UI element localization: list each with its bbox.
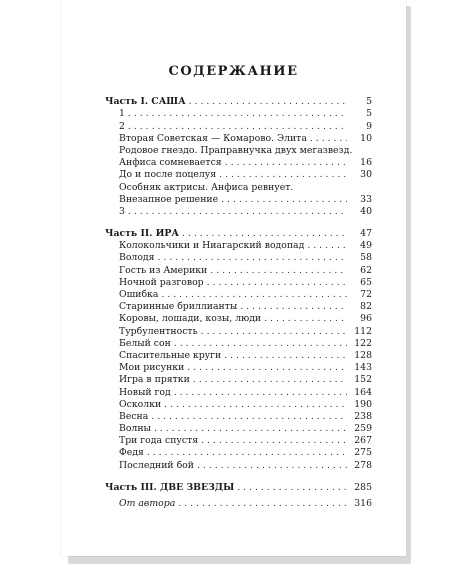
toc-entry [105,325,372,337]
toc-page: 49 [360,240,372,252]
dot-leader [128,206,347,218]
toc-label: Особняк актрисы. Анфиса ревнует. [119,181,294,193]
dot-leader [128,121,347,133]
toc-entry [105,252,372,264]
toc-part-3 [105,482,372,494]
toc-label: Турбулентность [119,325,198,337]
toc-part-2-list [105,240,372,472]
toc-label: Старинные бриллианты [119,301,238,313]
toc-page: 5 [366,108,372,120]
toc-entry [105,338,372,350]
toc-label: Внезапное решение [119,193,219,205]
dot-leader [207,277,347,289]
toc-page: 9 [366,120,372,132]
toc-page: 65 [360,276,372,288]
toc-entry [105,169,372,181]
toc-label: 3 [119,205,125,217]
toc-page: 143 [354,362,372,374]
toc-page: 278 [354,459,372,471]
toc-entry [105,108,372,120]
toc-page: 62 [360,264,372,276]
dot-leader [264,313,347,325]
dot-leader [201,326,347,338]
toc-label: Осколки [119,398,162,410]
toc-page: 238 [354,410,372,422]
toc-label: От автора [119,498,176,509]
dot-leader [310,133,347,145]
toc-part-1 [105,96,372,108]
dot-leader [201,435,347,447]
toc-label: 1 [119,108,125,120]
toc-label: Мои рисунки [119,362,185,374]
toc-page: 40 [360,205,372,217]
dot-leader [174,387,347,399]
toc-page: 128 [354,349,372,361]
toc-entry [105,120,372,132]
toc-label: Колокольчики и Ниагарский водопад [119,240,305,252]
dot-leader [154,423,347,435]
dot-leader [189,96,347,108]
toc-entry [105,133,372,145]
dot-leader [178,498,347,510]
dot-leader [221,194,347,206]
toc-page: 30 [360,169,372,181]
toc-label: Последний бой [119,459,194,471]
toc-page: 112 [354,325,372,337]
toc-entry [105,386,372,398]
toc-entry [105,459,372,471]
toc-label: Игра в прятки [119,374,190,386]
toc-page: 58 [360,252,372,264]
toc-entry-line [105,181,372,193]
toc-label: 2 [119,120,125,132]
toc-page: 16 [360,157,372,169]
dot-leader [161,289,347,301]
toc-entry [105,399,372,411]
dot-leader [210,265,347,277]
toc-label: Анфиса сомневается [119,157,222,169]
toc-page: 33 [360,193,372,205]
toc-entry [105,447,372,459]
toc-page: 96 [360,313,372,325]
toc-entry [105,157,372,169]
book-page [61,0,406,556]
toc-entry [105,301,372,313]
toc-entry [105,350,372,362]
toc-entry [105,435,372,447]
toc-label: Родовое гнездо. Праправнучка двух мегазвезд. [119,144,353,156]
toc-page: 122 [354,337,372,349]
dot-leader [307,240,347,252]
toc-label: Часть II. ИРА [105,228,179,240]
dot-leader [219,169,347,181]
toc-page: 72 [360,289,372,300]
toc-page: 164 [354,386,372,398]
dot-leader [158,252,347,264]
toc-entry [105,289,372,301]
toc-label: Володя [119,252,155,264]
toc-page: 47 [360,228,372,240]
dot-leader [151,411,347,423]
toc-entry [105,313,372,325]
toc-page: 267 [354,435,372,447]
dot-leader [147,447,347,459]
toc-label: Белый сон [119,337,171,349]
toc-page: 316 [354,498,372,509]
table-of-contents [105,96,372,510]
toc-page: 190 [354,398,372,410]
toc-label: Спасительные круги [119,349,222,361]
dot-leader [193,374,347,386]
toc-page: 5 [366,96,372,108]
toc-label: Часть I. САША [105,96,186,108]
toc-page: 10 [360,132,372,144]
toc-label: Весна [119,410,149,422]
toc-label: Гость из Америки [119,264,208,276]
dot-leader [225,157,347,169]
dot-leader [182,228,347,240]
toc-entry [105,264,372,276]
toc-label: Три года спустя [119,435,199,447]
toc-entry [105,277,372,289]
page-title: СОДЕРЖАНИЕ [168,64,299,79]
toc-entry-author [105,498,372,510]
toc-entry [105,411,372,423]
toc-page: 285 [354,481,372,493]
dot-leader [240,301,347,313]
toc-page: 152 [354,374,372,386]
toc-entry [105,423,372,435]
toc-label: Ночной разговор [119,276,204,288]
toc-entry [105,194,372,206]
toc-entry [105,362,372,374]
dot-leader [237,482,347,494]
toc-page: 259 [354,423,372,435]
dot-leader [174,338,347,350]
dot-leader [128,108,347,120]
toc-part-2 [105,228,372,240]
toc-entry-line [105,145,372,157]
toc-label: Вторая Советская — Комарово. Элита [119,132,307,144]
dot-leader [224,350,347,362]
toc-label: Волны [119,423,151,435]
toc-entry [105,240,372,252]
toc-label: Часть III. ДВЕ ЗВЕЗДЫ [105,481,235,493]
dot-leader [197,460,347,472]
dot-leader [164,399,347,411]
toc-page: 275 [354,447,372,459]
toc-entry [105,206,372,218]
toc-label: Новый год [119,386,171,398]
toc-label: Ошибка [119,289,159,300]
toc-entry [105,374,372,386]
dot-leader [187,362,347,374]
toc-label: Коровы, лошади, козы, люди [119,313,262,325]
toc-label: До и после поцелуя [119,169,217,181]
toc-label: Федя [119,447,144,459]
toc-page: 82 [360,301,372,313]
